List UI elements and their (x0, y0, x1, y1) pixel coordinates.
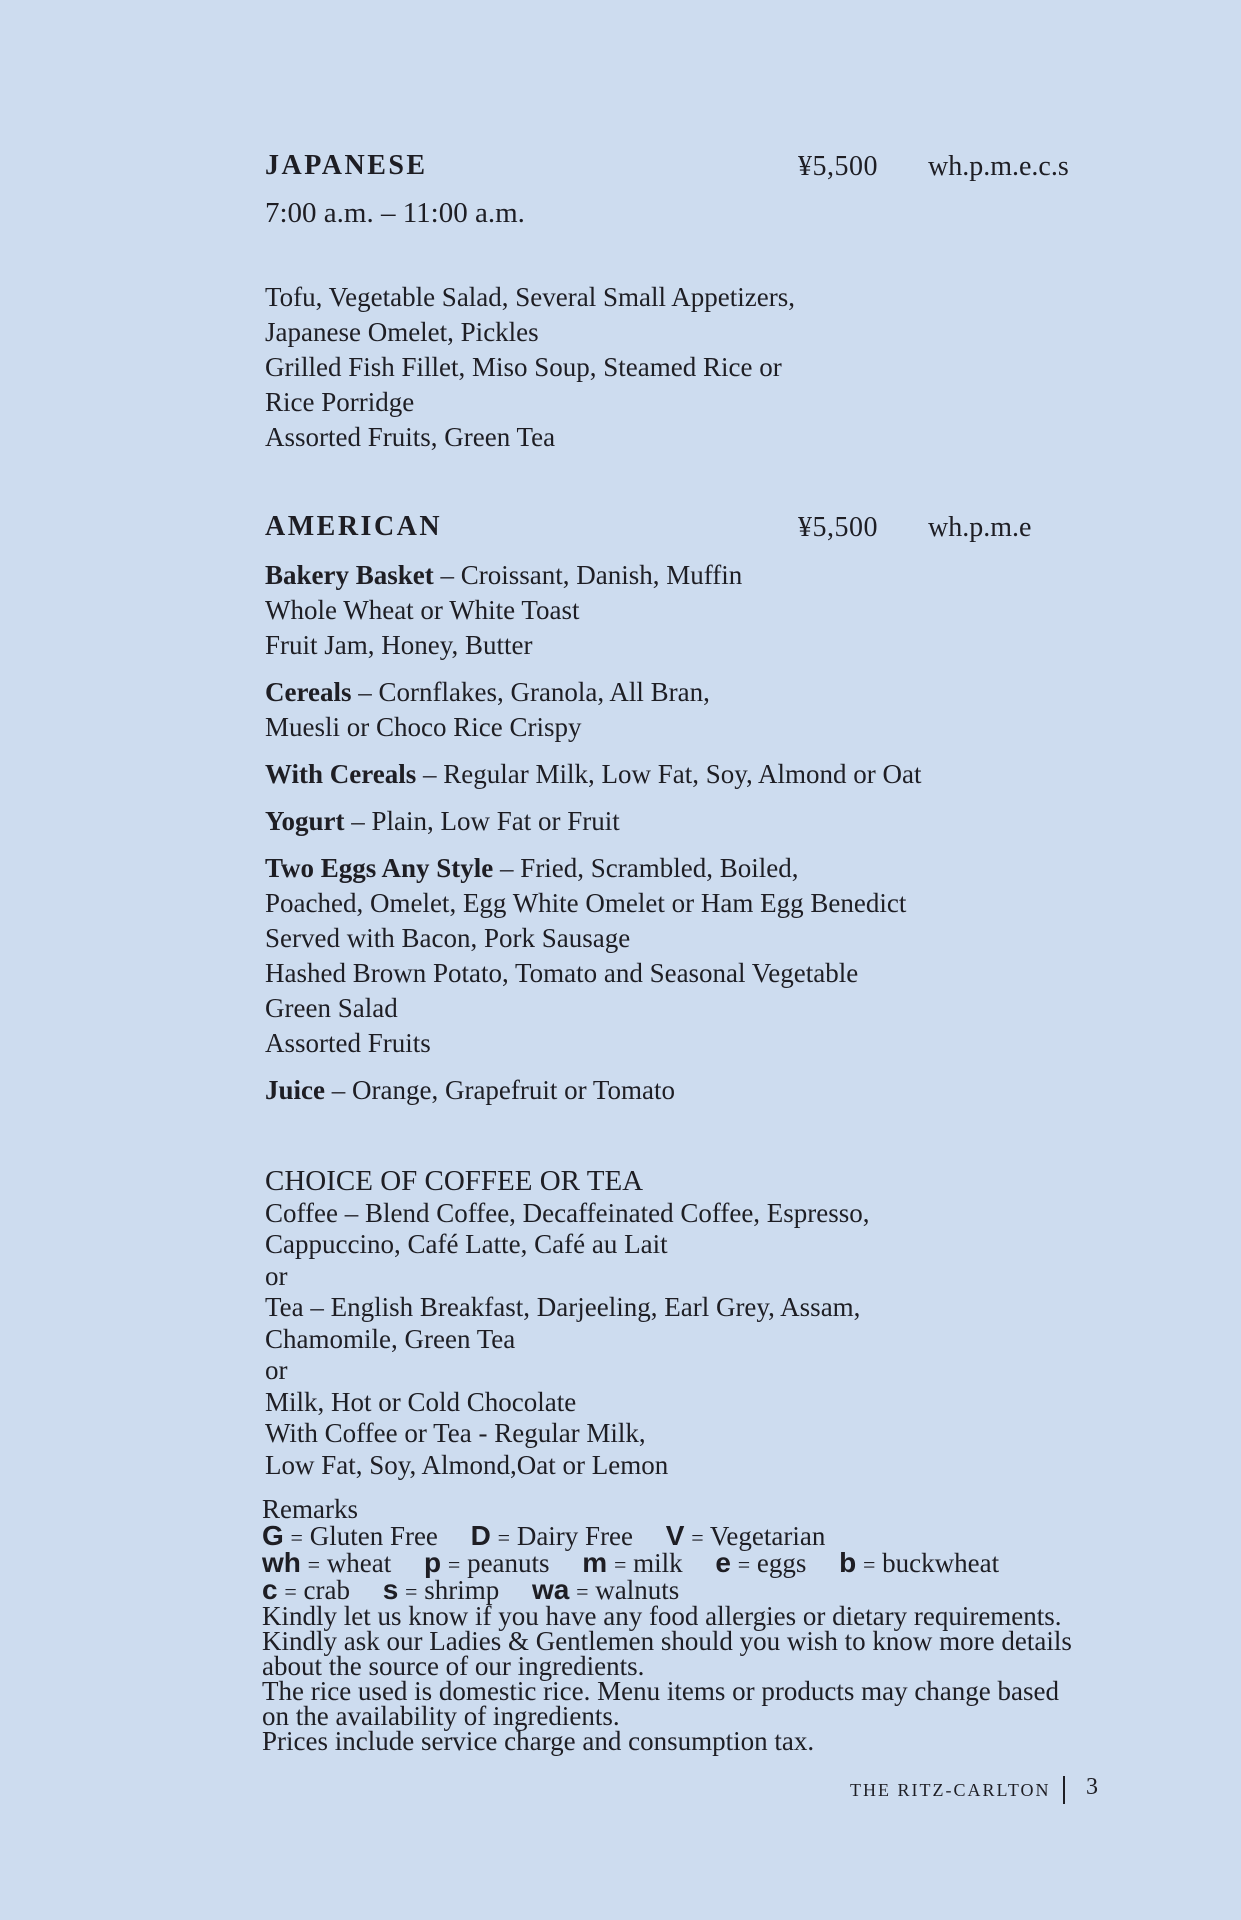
diet-key-row (262, 1520, 1072, 1551)
cereals-line (265, 675, 921, 710)
coffee-tea-title: CHOICE OF COFFEE OR TEA (265, 1165, 644, 1197)
allergen-key-code: p (424, 1547, 442, 1578)
remarks-note: about the source of our ingredients. (262, 1651, 645, 1681)
japanese-item: Rice Porridge (265, 387, 415, 417)
allergen-key-code: wh (262, 1547, 301, 1578)
allergen-key-meaning: peanuts (467, 1548, 550, 1578)
allergen-key: m = milk (582, 1547, 683, 1578)
diet-key: G = Gluten Free (262, 1520, 438, 1551)
allergen-key-meaning: walnuts (595, 1575, 680, 1605)
cereals-label: Cereals (265, 677, 352, 707)
remarks-note: Kindly let us know if you have any food allergies or dietary requirements. (262, 1601, 1062, 1631)
eggs-item: Hashed Brown Potato, Tomato and Seasonal Vegetable (265, 958, 859, 988)
coffee-tea-item: Chamomile, Green Tea (265, 1323, 516, 1354)
allergen-key-code: wa (531, 1574, 570, 1605)
allergen-key-meaning: wheat (326, 1548, 392, 1578)
bakery-basket-text: – Croissant, Danish, Muffin (433, 560, 743, 590)
remarks-section (262, 1495, 1072, 1754)
japanese-item: Tofu, Vegetable Salad, Several Small Appetizers, (265, 282, 795, 312)
footer-brand: THE RITZ-CARLTON (850, 1780, 1051, 1800)
cereals-text: – Cornflakes, Granola, All Bran, (351, 677, 710, 707)
allergen-key-code: e (715, 1547, 731, 1578)
remarks-note: Kindly ask our Ladies & Gentlemen should you wish to know more details (262, 1626, 1072, 1656)
with-cereals-text: – Regular Milk, Low Fat, Soy, Almond or Oat (416, 759, 922, 789)
american-allergens: wh.p.m.e (928, 512, 1032, 543)
japanese-item: Grilled Fish Fillet, Miso Soup, Steamed Rice or (265, 352, 782, 382)
japanese-price: ¥5,500 (798, 151, 878, 182)
japanese-items (265, 280, 795, 455)
remarks-note: Prices include service charge and consumption tax. (262, 1726, 815, 1756)
remarks-note: on the availability of ingredients. (262, 1701, 620, 1731)
juice-line (265, 1073, 921, 1108)
diet-key: D = Dairy Free (470, 1520, 634, 1551)
japanese-item: Assorted Fruits, Green Tea (265, 422, 556, 452)
allergen-key-meaning: buckwheat (882, 1548, 1000, 1578)
american-title: AMERICAN (265, 511, 443, 542)
bakery-basket-label: Bakery Basket (265, 560, 434, 590)
japanese-allergens: wh.p.m.e.c.s (928, 151, 1069, 182)
allergen-key-meaning: eggs (756, 1548, 807, 1578)
with-cereals-label: With Cereals (265, 759, 417, 789)
coffee-tea-item: Low Fat, Soy, Almond,Oat or Lemon (265, 1449, 669, 1480)
eggs-line (265, 851, 921, 886)
yogurt-line (265, 804, 921, 839)
allergen-key: s = shrimp (382, 1574, 500, 1605)
diet-key-code: G (262, 1520, 284, 1551)
diet-key-code: D (470, 1520, 491, 1551)
diet-key-meaning: Gluten Free (309, 1521, 438, 1551)
allergen-key-meaning: milk (633, 1548, 683, 1578)
japanese-title: JAPANESE (265, 150, 428, 181)
japanese-hours: 7:00 a.m. – 11:00 a.m. (265, 197, 525, 229)
allergen-key-code: s (382, 1574, 399, 1605)
allergen-key-code: b (839, 1547, 857, 1578)
american-items (265, 558, 921, 1108)
coffee-tea-item: or (265, 1260, 288, 1291)
coffee-tea-item: Tea – English Breakfast, Darjeeling, Earl Grey, Assam, (265, 1292, 861, 1322)
allergen-key-code: c (262, 1574, 278, 1605)
eggs-label: Two Eggs Any Style (265, 853, 494, 883)
allergen-key-meaning: shrimp (424, 1575, 500, 1605)
footer-divider (1063, 1776, 1065, 1804)
yogurt-label: Yogurt (265, 806, 345, 836)
coffee-tea-section (265, 1166, 870, 1481)
page-number: 3 (1086, 1774, 1098, 1800)
diet-key-code: V (665, 1520, 685, 1551)
allergen-key: wh = wheat (262, 1547, 392, 1578)
juice-text: – Orange, Grapefruit or Tomato (325, 1075, 675, 1105)
eggs-item: Poached, Omelet, Egg White Omelet or Ham Egg Benedict (265, 888, 907, 918)
bakery-basket-item: Whole Wheat or White Toast (265, 595, 580, 625)
coffee-tea-item: Cappuccino, Café Latte, Café au Lait (265, 1229, 668, 1259)
coffee-tea-item: Milk, Hot or Cold Chocolate (265, 1386, 577, 1417)
allergen-key-meaning: crab (303, 1575, 350, 1605)
remarks-note: The rice used is domestic rice. Menu items or products may change based (262, 1676, 1060, 1706)
allergen-key-row (262, 1547, 1072, 1578)
eggs-item: Assorted Fruits (265, 1028, 431, 1058)
allergen-key-code: m (582, 1547, 608, 1578)
allergen-key: c = crab (262, 1574, 350, 1605)
japanese-item: Japanese Omelet, Pickles (265, 317, 539, 347)
remarks-title: Remarks (262, 1494, 358, 1524)
allergen-key: p = peanuts (424, 1547, 550, 1578)
american-price: ¥5,500 (798, 512, 878, 543)
cereals-item: Muesli or Choco Rice Crispy (265, 712, 582, 742)
eggs-item: Green Salad (265, 993, 398, 1023)
yogurt-text: – Plain, Low Fat or Fruit (344, 806, 620, 836)
coffee-tea-item: or (265, 1355, 288, 1385)
allergen-key: wa = walnuts (531, 1574, 680, 1605)
allergen-key-row (262, 1574, 1072, 1605)
diet-key-meaning: Dairy Free (516, 1521, 634, 1551)
with-cereals-line (265, 757, 921, 792)
eggs-text: – Fried, Scrambled, Boiled, (493, 853, 799, 883)
allergen-key: b = buckwheat (839, 1547, 1000, 1578)
eggs-item: Served with Bacon, Pork Sausage (265, 923, 631, 953)
bakery-basket-line (265, 558, 921, 593)
coffee-tea-item: With Coffee or Tea - Regular Milk, (265, 1418, 646, 1448)
diet-key-meaning: Vegetarian (709, 1521, 826, 1551)
juice-label: Juice (265, 1075, 325, 1105)
coffee-tea-item: Coffee – Blend Coffee, Decaffeinated Coffee, Espresso, (265, 1197, 870, 1228)
bakery-basket-item: Fruit Jam, Honey, Butter (265, 630, 533, 660)
allergen-key: e = eggs (715, 1547, 807, 1578)
diet-key: V = Vegetarian (665, 1520, 826, 1551)
